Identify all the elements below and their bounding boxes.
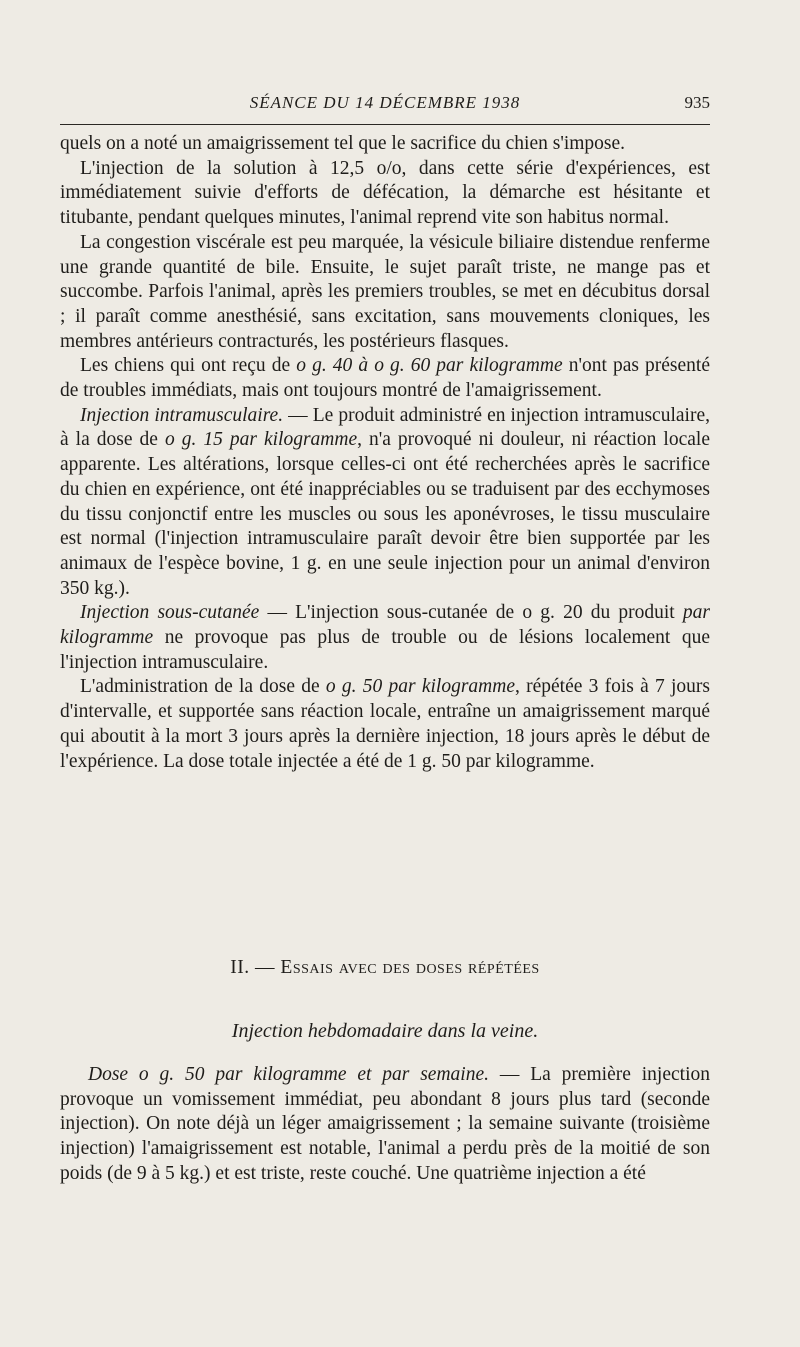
paragraph-weekly-dose	[60, 1063, 710, 1187]
body-text-continued	[60, 1063, 710, 1187]
lead-heading-weekly-dose: Dose o g. 50 par kilogramme et par semaine.	[88, 1064, 489, 1085]
section-title: Essais avec des doses répétées	[280, 957, 540, 978]
paragraph-administration	[60, 675, 710, 774]
text-run: — L'injection sous-cutanée de o g. 20 du produit	[259, 602, 683, 624]
text-run: L'administration de la dose de	[80, 676, 326, 698]
header-rule	[60, 124, 710, 125]
paragraph-injection-solution: L'injection de la solution à 12,5 o/o, dans cette série d'expériences, est immédiatement suivie d'efforts de défécation, la démarche est hésitante et titubante, pendant quelques minutes, l'animal reprend vite son habitus normal.	[60, 157, 710, 229]
lead-heading-subcutaneous: Injection sous-cutanée	[80, 602, 260, 624]
paragraph-intramuscular	[60, 404, 710, 602]
paragraph-subcutaneous	[60, 601, 710, 675]
text-run: Les chiens qui ont reçu de	[80, 355, 297, 377]
text-run: — La première injection provoque un vomissement immédiat, peu abondant 8 jours plus tard (seconde injection). On note déjà un léger amaigrissement ; la semaine suivante (troisième injection) l'amaigrissement est notable, l'animal a perdu près de la moitié de son poids (de 9 à 5 kg.) et est triste, reste couché. Une quatrième injection a été	[60, 1064, 710, 1184]
dose-italic: par kilogramme	[60, 602, 710, 649]
running-title: SÉANCE DU 14 DÉCEMBRE 1938	[249, 93, 521, 112]
text-run: , n'a provoqué ni douleur, ni réaction locale apparente. Les altérations, lorsque celles-ci ont été recherchées après le sacrifice du chien en expérience, ont été inappréciables ou se traduisent par des ecchymoses du tissu conjonctif entre les muscles ou sous les aponévroses, le tissu musculaire est normal (l'injection intramusculaire paraît devoir être bien supportée par les animaux de l'espèce bovine, 1 g. en une seule injection pour un animal d'environ 350 kg.).	[60, 429, 710, 599]
section-heading	[60, 957, 710, 979]
page-number: 935	[684, 93, 710, 112]
text-run: — Le produit administré en injection intramusculaire, à la dose de	[60, 404, 710, 451]
paragraph-congestion: La congestion viscérale est peu marquée, la vésicule biliaire distendue renferme une grande quantité de bile. Ensuite, le sujet paraît triste, ne mange pas et succombe. Parfois l'animal, après les premiers troubles, se met en décubitus dorsal ; il paraît comme anesthésié, sans excitation, sans mouvements cloniques, les membres antérieurs contracturés, les postérieurs flasques.	[60, 231, 710, 352]
page-header	[60, 89, 710, 117]
text-run: n'ont pas présenté de troubles immédiats, mais ont toujours montré de l'amaigrissement.	[60, 355, 711, 402]
text-run: , répétée 3 fois à 7 jours d'intervalle, et supportée sans réaction locale, entraîne un amaigrissement marqué qui aboutit à la mort 3 jours après la dernière injection, 18 jours après le début de l'expérience. La dose totale injectée a été de 1 g. 50 par kilogramme.	[60, 676, 710, 772]
body-text	[60, 132, 710, 774]
paragraph-continuation: quels on a noté un amaigrissement tel que le sacrifice du chien s'impose.	[60, 133, 626, 154]
dose-italic: o g. 50 par kilogramme	[325, 676, 515, 698]
subsection-heading: Injection hebdomadaire dans la veine.	[231, 1020, 539, 1042]
dose-italic: o g. 40 à o g. 60 par kilogramme	[296, 355, 563, 377]
paragraph-dogs-dose	[60, 354, 710, 403]
text-run: ne provoque pas plus de trouble ou de lésions localement que l'injection intramusculaire.	[60, 627, 710, 673]
lead-heading-intramuscular: Injection intramusculaire.	[80, 404, 284, 426]
section-number: II. —	[230, 957, 276, 978]
dose-italic: o g. 15 par kilogramme	[164, 429, 358, 451]
